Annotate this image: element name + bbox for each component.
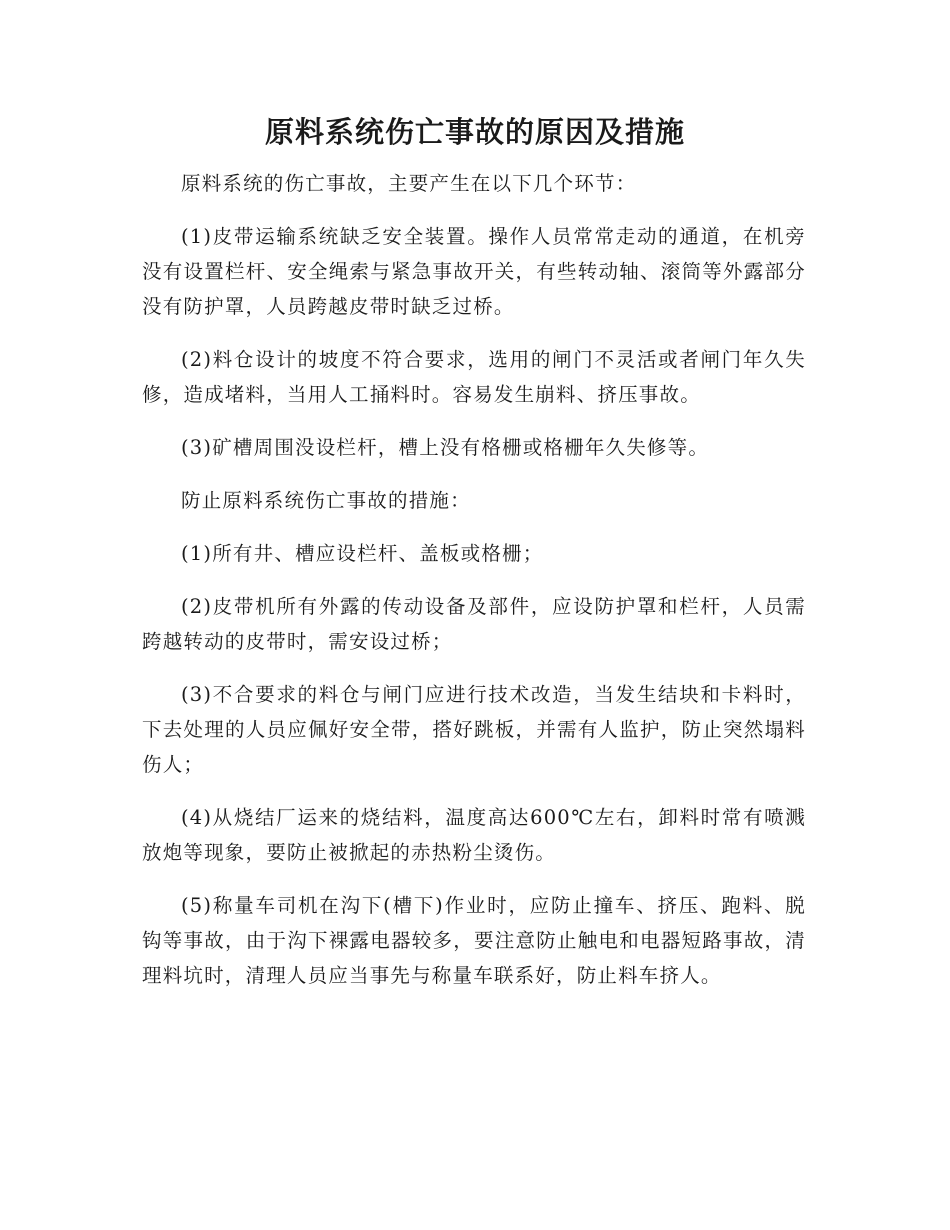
paragraph-measure-5: (5)称量车司机在沟下(槽下)作业时，应防止撞车、挤压、跑料、脱钩等事故，由于沟下裸露电器较多，要注意防止触电和电器短路事故，清理料坑时，清理人员应当事先与称量车联系好，防止料车挤人。 [142,894,806,987]
paragraph-intro: 原料系统的伤亡事故，主要产生在以下几个环节： [181,172,637,195]
document-body [142,166,806,1011]
paragraph-cause-1: (1)皮带运输系统缺乏安全装置。操作人员常常走动的通道，在机旁没有设置栏杆、安全绳索与紧急事故开关，有些转动轴、滚筒等外露部分没有防护罩，人员跨越皮带时缺乏过桥。 [142,225,806,318]
document-title: 原料系统伤亡事故的原因及措施 [264,115,685,149]
paragraph-measures-heading: 防止原料系统伤亡事故的措施： [181,489,471,512]
paragraph-measure-2: (2)皮带机所有外露的传动设备及部件，应设防护罩和栏杆，人员需跨越转动的皮带时，需安设过桥； [142,595,806,653]
paragraph-cause-3: (3)矿槽周围没设栏杆，槽上没有格栅或格栅年久失修等。 [181,436,710,459]
paragraph-measure-3: (3)不合要求的料仓与闸门应进行技术改造，当发生结块和卡料时，下去处理的人员应佩好安全带，搭好跳板，并需有人监护，防止突然塌料伤人； [142,683,806,776]
paragraph-measure-1: (1)所有井、槽应设栏杆、盖板或格栅； [181,542,544,565]
paragraph-measure-4: (4)从烧结厂运来的烧结料，温度高达600℃左右，卸料时常有喷溅放炮等现象，要防止被掀起的赤热粉尘烫伤。 [142,806,806,864]
paragraph-cause-2: (2)料仓设计的坡度不符合要求，选用的闸门不灵活或者闸门年久失修，造成堵料，当用人工捅料时。容易发生崩料、挤压事故。 [142,348,806,406]
